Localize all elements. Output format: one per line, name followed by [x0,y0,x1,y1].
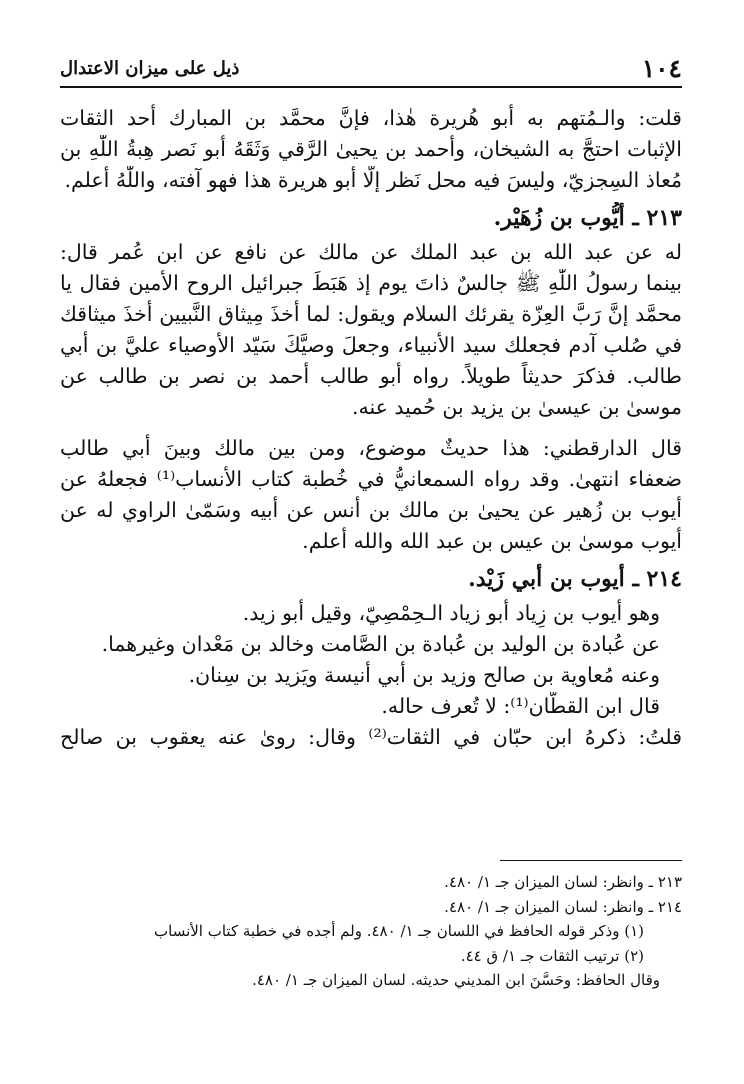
text-line: وهو أيوب بن زِياد أبو زياد الـحِمْصِيّ، وقيل أبو زيد. [242,601,660,625]
text-line: قلت: والـمُتهم به أبو هُريرة هٰذا، فإنَّ محمَّد بن المبارك أحد الثقات [60,106,682,130]
footnote-line: (٢) ترتيب الثقات جـ ١/ ق ٤٤. [460,946,644,965]
running-title: ذيل على ميزان الاعتدال [60,58,240,79]
text-line: وعنه مُعاوية بن صالح وزيد بن أبي أُنيسة ويَزيد بن سِنان. [188,663,660,687]
footnote-separator [500,860,682,861]
footnote-line: ٢١٣ ـ وانظر: لسان الميزان جـ ١/ ٤٨٠. [444,873,682,891]
text-line: محمَّد إنَّ رَبَّ العِزّة يقرئك السلام ويقول: لما أخذَ مِيثاق النَّبيين أخذَ ميثاقك [60,302,682,326]
text-line: أيوب بن زُهير عن يحيىٰ بن مالك بن أَنس عن أبيه وسَمّىٰ الراوي له عن [60,498,682,522]
footnote-line: وقال الحافظ: وحَسَّنَ ابن المديني حديثه. لسان الميزان جـ ١/ ٤٨٠. [252,971,660,989]
text-line: قال ابن القطّان⁽¹⁾: لا تُعرف حاله. [381,694,660,718]
entry-heading: ٢١٣ ـ أيُّوب بن زُهَيْر. [493,205,682,231]
text-line: بينما رسولُ اللّٰهِ ﷺ جالسٌ ذاتَ يوم إذ هَبَطَ جبرائيل الروح الأمين فقال يا [60,271,682,295]
text-line: أيوب موسىٰ بن عيس بن عبد الله والله أعلم. [302,529,682,553]
text-line: قلتُ: ذكرهُ ابن حبّان في الثقات⁽²⁾ وقال: روىٰ عنه يعقوب بن صالح [60,725,682,749]
page-number: ١٠٤ [641,54,682,83]
entry-heading: ٢١٤ ـ أيوب بن أبي زَيْد. [468,566,682,592]
text-line: مُعاذ السِجزيّ، وليسَ فيه محل نَظر إلّا أبو هريرة هذا فهو آفته، واللّٰهُ أعلم. [64,168,682,192]
text-line: ضعفاء انتهىٰ. وقد رواه السمعانيُّ في خُطبة كتاب الأنساب⁽¹⁾ فجعلهُ عن [60,467,682,491]
footnote-line: (١) وذكر قوله الحافظ في اللسان جـ ١/ ٤٨٠. ولم أجده في خطبة كتاب الأنساب [154,922,644,940]
footnote-line: ٢١٤ ـ وانظر: لسان الميزان جـ ١/ ٤٨٠. [444,897,682,916]
text-line: طالب. فذكرَ حديثاً طويلاً. رواه أبو طالب أحمد بن نصر بن طالب عن [60,364,682,388]
text-line: عن عُبادة بن الوليد بن عُبادة بن الصَّامت وخالد بن مَعْدان وغيرهما. [101,632,660,656]
main-text [60,104,682,754]
page-header [60,52,682,88]
text-line: الإثبات احتجَّ به الشيخان، وأحمد بن يحيىٰ الرَّقي وَثَقَهُ أبو نَصر هِبةُ اللّٰهِ بن [60,137,682,161]
footnotes [60,870,682,993]
text-line: موسىٰ بن عيسىٰ بن يزيد بن حُميد عنه. [351,395,682,419]
paragraph-gap [60,424,682,434]
text-line: قال الدارقطني: هذا حديثٌ موضوع، ومن بين مالك وبينَ أبي طالب [60,436,682,460]
text-line: له عن عبد الله بن عبد الملك عن مالك عن نافع عن ابن عُمر قال: [60,240,682,264]
text-line: في صُلب آدم فجعلك سيد الأنبياء، وجعلَ وصيَّكَ سَيّد الأوصياء عليَّ بن أبي [60,333,682,357]
